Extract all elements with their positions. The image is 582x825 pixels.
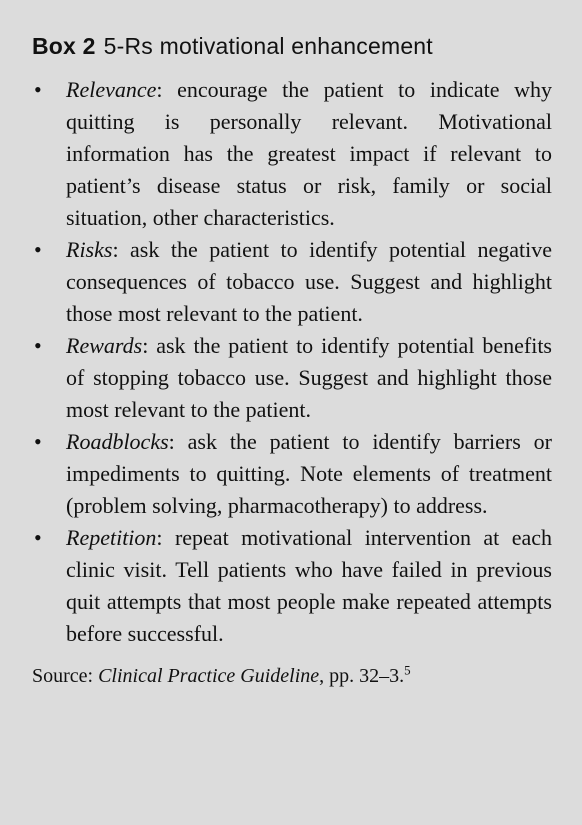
box-title xyxy=(32,32,552,60)
item-term: Relevance xyxy=(66,77,157,102)
source-note xyxy=(32,662,552,690)
item-term: Risks xyxy=(66,237,113,262)
list-item-repetition xyxy=(32,522,552,650)
item-term: Repetition xyxy=(66,525,157,550)
rs-list xyxy=(32,74,552,650)
item-text: : repeat motivational intervention at each clinic visit. Tell patients who have failed in previous quit attempts that most people make repeated attempts before successful. xyxy=(66,525,552,646)
list-item-relevance xyxy=(32,74,552,234)
item-term: Roadblocks xyxy=(66,429,169,454)
item-text: : ask the patient to identify potential benefits of stopping tobacco use. Suggest and highlight those most relevant to the patient. xyxy=(66,333,552,422)
list-item-rewards xyxy=(32,330,552,426)
bullet-icon: • xyxy=(34,429,42,454)
list-item-roadblocks xyxy=(32,426,552,522)
item-text: : ask the patient to identify barriers or impediments to quitting. Note elements of treatment (problem solving, pharmacotherapy) to address. xyxy=(66,429,552,518)
reference-number: 5 xyxy=(404,662,411,678)
item-text: : encourage the patient to indicate why quitting is personally relevant. Motivational information has the greatest impact if relevant to patient’s disease status or risk, family or social situation, other characteristics. xyxy=(66,77,552,230)
source-prefix: Source: xyxy=(32,665,99,687)
item-term: Rewards xyxy=(66,333,143,358)
box-title-text: 5-Rs motivational enhancement xyxy=(103,33,433,59)
bullet-icon: • xyxy=(34,77,42,102)
source-pages: , pp. 32–3. xyxy=(319,665,405,687)
bullet-icon: • xyxy=(34,525,42,550)
list-item-risks xyxy=(32,234,552,330)
source-title: Clinical Practice Guideline xyxy=(98,665,320,687)
item-text: : ask the patient to identify potential negative consequences of tobacco use. Suggest and highlight those most relevant to the patient. xyxy=(66,237,552,326)
bullet-icon: • xyxy=(34,237,42,262)
box-label: Box 2 xyxy=(32,33,96,59)
bullet-icon: • xyxy=(34,333,42,358)
